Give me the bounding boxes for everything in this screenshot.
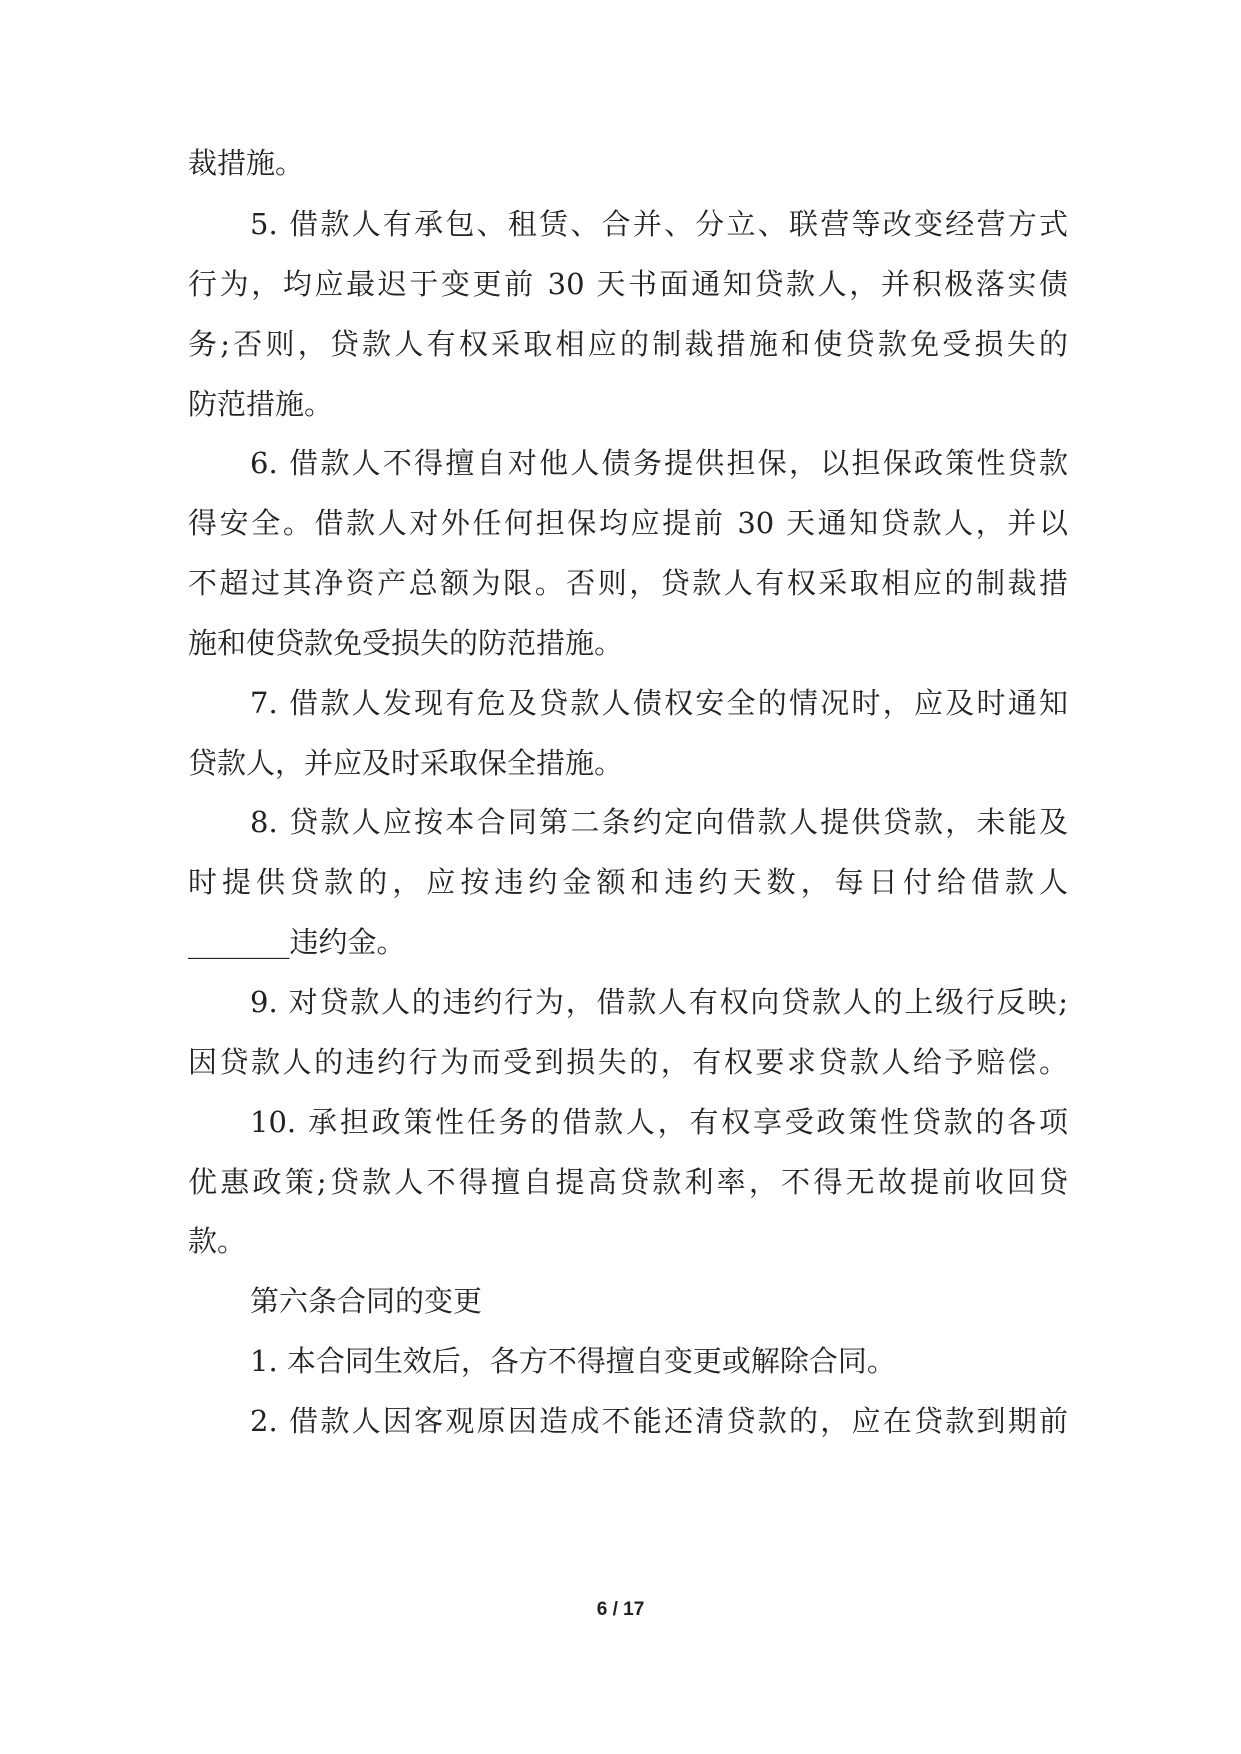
clause-6-line-1: 6. 借款人不得擅自对他人债务提供担保，以担保政策性贷款: [250, 446, 1068, 480]
clause-6-line-2: 得安全。借款人对外任何担保均应提前 30 天通知贷款人，并以: [188, 506, 1068, 540]
clause-10-line-3: 款。: [188, 1224, 247, 1258]
clause-9-line-2: 因贷款人的违约行为而受到损失的，有权要求贷款人给予赔偿。: [188, 1045, 1068, 1079]
page-number: 6 / 17: [596, 1599, 645, 1620]
clause-6-line-3: 不超过其净资产总额为限。否则，贷款人有权采取相应的制裁措: [188, 566, 1068, 600]
article-6-clause-2-line-1: 2. 借款人因客观原因造成不能还清贷款的，应在贷款到期前: [250, 1404, 1068, 1438]
clause-8-line-2: 时提供贷款的，应按违约金额和违约天数，每日付给借款人: [188, 865, 1068, 899]
clause-7-line-1: 7. 借款人发现有危及贷款人债权安全的情况时，应及时通知: [250, 686, 1068, 720]
clause-5-line-2: 行为，均应最迟于变更前 30 天书面通知贷款人，并积极落实债: [188, 267, 1068, 301]
clause-5-line-3: 务;否则，贷款人有权采取相应的制裁措施和使贷款免受损失的: [188, 327, 1068, 361]
section-heading: 第六条合同的变更: [250, 1284, 483, 1318]
clause-10-line-2: 优惠政策;贷款人不得擅自提高贷款利率，不得无故提前收回贷: [188, 1165, 1068, 1199]
clause-10-line-1: 10. 承担政策性任务的借款人，有权享受政策性贷款的各项: [250, 1105, 1068, 1139]
clause-7-line-2: 贷款人，并应及时采取保全措施。: [188, 746, 624, 780]
article-6-clause-1: 1. 本合同生效后，各方不得擅自变更或解除合同。: [250, 1344, 896, 1378]
clause-8-line-1: 8. 贷款人应按本合同第二条约定向借款人提供贷款，未能及: [250, 805, 1068, 839]
text-line: 裁措施。: [188, 146, 305, 180]
clause-9-line-1: 9. 对贷款人的违约行为，借款人有权向贷款人的上级行反映;: [250, 985, 1068, 1019]
clause-5-line-4: 防范措施。: [188, 387, 334, 421]
clause-5-line-1: 5. 借款人有承包、租赁、合并、分立、联营等改变经营方式: [250, 207, 1068, 241]
clause-8-line-3: _______违约金。: [188, 925, 406, 959]
clause-6-line-4: 施和使贷款免受损失的防范措施。: [188, 626, 624, 660]
